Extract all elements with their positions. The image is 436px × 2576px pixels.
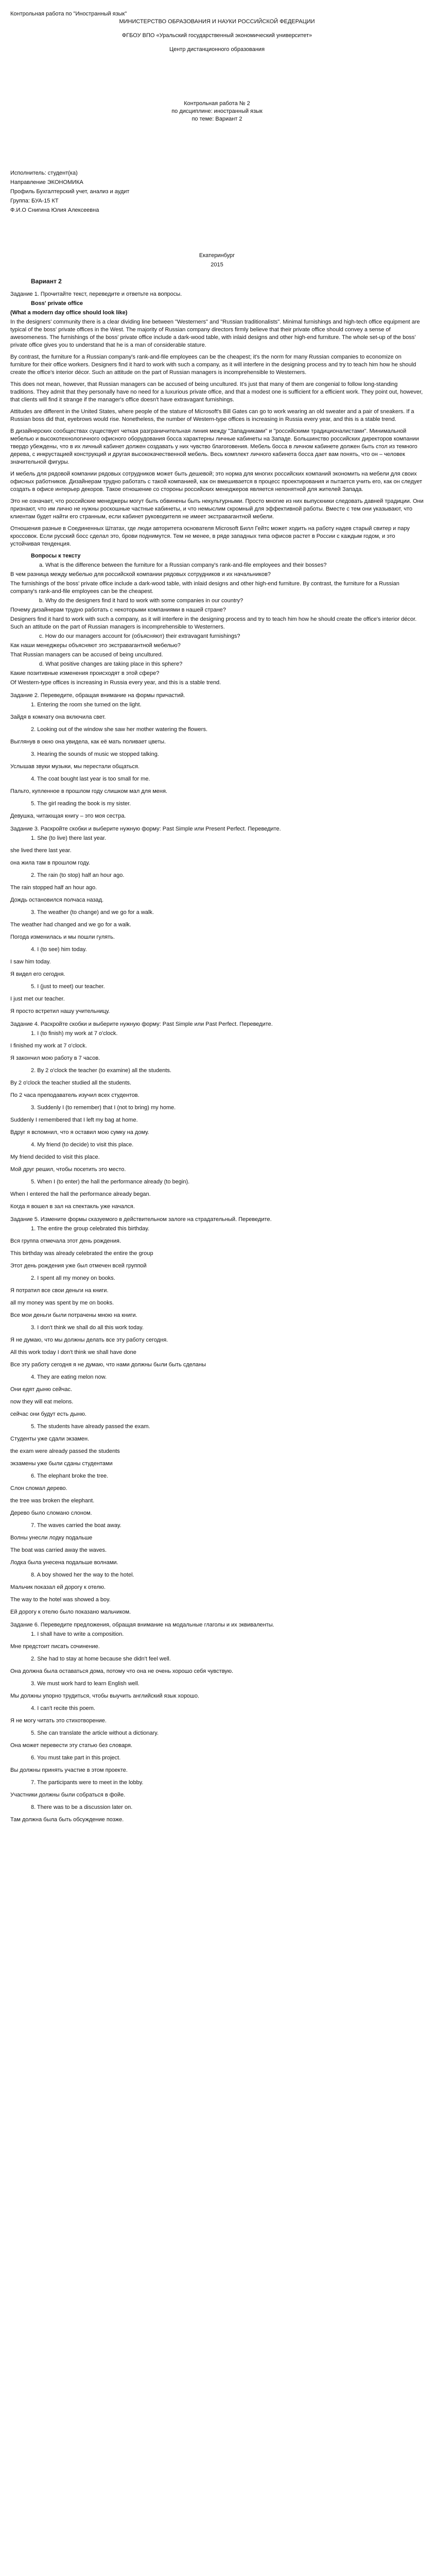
- author-block: [10, 170, 424, 214]
- task4-lines: [10, 1030, 424, 1211]
- text-paragraph: И мебель для рядовой компании рядовых сотрудников может быть дешевой; это норма для многих российских компаний экономить на мебели для своих офисных работников. Дизайнерам трудно работать с такой компанией, как он вмешивается в процесс проектирования и пытается учить его, как он следует создать в офисе интерьер декоров. Такое отношение со стороны российских менеджеров является непонятной для жителей Запада.: [10, 471, 423, 493]
- text-paragraph: By contrast, the furniture for a Russian company's rank-and-file employees can be the cheapest; it's the norm for many Russian companies to economize on furniture for their office workers. Designers find it hard to work with such a company, as it will interfere in the designing process and try to teach him how he should create the office's interior décor. Such an attitude on the part of Russian managers is incomprehensible to Westerners.: [10, 354, 416, 376]
- document-title: Контрольная работа по "Иностранный язык": [10, 11, 127, 17]
- exercise-line: 4. I can't recite this poem.: [31, 1705, 95, 1711]
- exercise-line: 8. There was to be a discussion later on.: [31, 1804, 133, 1810]
- exercise-line: 4. I (to see) him today.: [31, 946, 87, 953]
- question-line: b. Why do the designers find it hard to work with some companies in our country?: [39, 598, 243, 604]
- task5-lines: [10, 1225, 424, 1616]
- exercise-line: Я просто встретил нашу учительницу.: [10, 1008, 110, 1014]
- text-paragraph: In the designers' community there is a clear dividing line between "Westerners" and "Russian traditionalists". Minimal furnishings and high-tech office equipment are typical of the boss' private offices in the West. The majority of Russian company directors firmly believe that their private office should convey a sense of awesomeness. The furnishings of the boss' private office include a dark-wood table, with inlaid designs and other high-end furniture. The whole set-up of the boss' private office gives you to understand that he is a man of considerable stature.: [10, 319, 420, 348]
- exercise-line: Ей дорогу к отелю было показано мальчиком.: [10, 1609, 131, 1615]
- question-line: Как наши менеджеры объясняют это экстравагантной мебелью?: [10, 642, 181, 649]
- discipline-line: по дисциплине: иностранный язык: [171, 108, 263, 114]
- exercise-line: When I entered the hall the performance already began.: [10, 1191, 151, 1197]
- question-line: Of Western-type offices is increasing in Russia every year, and this is a stable trend.: [10, 680, 221, 686]
- ministry-line: МИНИСТЕРСТВО ОБРАЗОВАНИЯ И НАУКИ РОССИЙСКОЙ ФЕДЕРАЦИИ: [119, 19, 315, 25]
- exercise-line: Вдруг я вспомнил, что я оставил мою сумку на дому.: [10, 1129, 149, 1136]
- exercise-line: Когда я вошел в зал на спектакль уже начался.: [10, 1204, 135, 1210]
- exercise-line: По 2 часа преподаватель изучил всех студентов.: [10, 1092, 139, 1098]
- exercise-line: Услышав звуки музыки, мы перестали общаться.: [10, 764, 139, 770]
- question-line: That Russian managers can be accused of being uncultured.: [10, 652, 163, 658]
- exercise-line: она жила там в прошлом году.: [10, 860, 90, 866]
- exercise-line: I just met our teacher.: [10, 996, 65, 1002]
- topic-line: по теме: Вариант 2: [191, 116, 242, 122]
- question-line: The furnishings of the boss' private office include a dark-wood table, with inlaid designs and other high-end furniture. By contrast, the furniture for a Russian company's rank-and-file employees can be the cheapest.: [10, 581, 399, 595]
- exercise-line: Слон сломал дерево.: [10, 1485, 67, 1492]
- exercise-line: Пальто, купленное в прошлом году слишком мал для меня.: [10, 788, 167, 794]
- exercise-line: 5. She can translate the article without a dictionary.: [31, 1730, 159, 1736]
- exercise-line: 2. By 2 o'clock the teacher (to examine) all the students.: [31, 1067, 171, 1074]
- exercise-line: The weather had changed and we go for a walk.: [10, 922, 131, 928]
- exercise-line: 2. She had to stay at home because she didn't feel well.: [31, 1656, 171, 1662]
- place-block: [10, 252, 424, 269]
- questions-title: Вопросы к тексту: [31, 553, 81, 559]
- exercise-line: Она должна была оставаться дома, потому что она не очень хорошо себя чувствую.: [10, 1668, 234, 1674]
- text-paragraph: This does not mean, however, that Russian managers can be accused of being uncultured. It's just that many of them are congenial to follow long-standing traditions. They admit that they personally have no need for a luxurious private office, and that a modest one is sufficient for a efficient work. They point out, however, that clients will find it strange if the manager's office doesn't have extravagant furnishings.: [10, 381, 423, 403]
- task6-lines: [10, 1631, 424, 1824]
- exercise-line: 8. A boy showed her the way to the hotel.: [31, 1572, 134, 1578]
- exercise-line: Все мои деньги были потрачены мною на книги.: [10, 1312, 137, 1318]
- exercise-line: Волны унесли лодку подальше: [10, 1535, 93, 1541]
- exercise-line: сейчас они будут есть дыню.: [10, 1411, 86, 1417]
- exercise-line: Мой друг решил, чтобы посетить это место.: [10, 1166, 126, 1173]
- exercise-line: Лодка была унесена подальше волнами.: [10, 1560, 118, 1566]
- exercise-line: Я не думаю, что мы должны делать все эту работу сегодня.: [10, 1337, 168, 1343]
- exercise-line: 1. I shall have to write a composition.: [31, 1631, 124, 1637]
- task1-intro: Задание 1. Прочитайте текст, переведите и ответьте на вопросы.: [10, 291, 182, 297]
- exercise-line: 5. The students have already passed the exam.: [31, 1423, 150, 1430]
- exercise-line: Мне предстоит писать сочинение.: [10, 1643, 100, 1650]
- task5-section: [10, 1216, 424, 1616]
- exercise-line: 2. The rain (to stop) half an hour ago.: [31, 872, 125, 878]
- text-paragraph: Отношения разные в Соединенных Штатах, где люди авторитета основателя Microsoft Билл Гейтс может ходить на работу надев старый свитер и пару кроссовок. Если русский босс сделал это, брови поднимутся. Тем не менее, в ряде западных типа офисов растет в России с каждым годом, и это устойчивая тенденция.: [10, 526, 410, 547]
- task5-intro: Задание 5. Измените формы сказуемого в действительном залоге на страдательный. Переведите.: [10, 1216, 272, 1223]
- exercise-line: Они едят дыню сейчас.: [10, 1386, 73, 1393]
- exercise-line: Мы должны упорно трудиться, чтобы выучить английский язык хорошо.: [10, 1693, 200, 1699]
- work-title: Контрольная работа № 2: [184, 100, 250, 107]
- task3-section: [10, 825, 424, 1015]
- exercise-line: I finished my work at 7 o'clock.: [10, 1043, 87, 1049]
- exercise-line: all my money was spent by me on books.: [10, 1300, 114, 1306]
- question-line: d. What positive changes are taking place in this sphere?: [39, 661, 183, 667]
- exercise-line: Этот день рождения уже был отмечен всей группой: [10, 1263, 147, 1269]
- task1-section: [10, 291, 424, 687]
- task1-paragraphs: [10, 318, 424, 548]
- exercise-line: Девушка, читающая книгу – это моя сестра.: [10, 813, 126, 819]
- text-title: Boss' private office: [31, 300, 83, 307]
- exercise-line: Погода изменилась и мы пошли гулять.: [10, 934, 115, 940]
- exercise-line: 7. The waves carried the boat away.: [31, 1522, 121, 1529]
- exercise-line: All this work today I don't think we shall have done: [10, 1349, 136, 1355]
- task3-intro: Задание 3. Раскройте скобки и выберите нужную форму: Past Simple или Present Perfect. Переведите.: [10, 826, 281, 832]
- exercise-line: Дерево было сломано слоном.: [10, 1510, 92, 1516]
- exercise-line: now they will eat melons.: [10, 1399, 74, 1405]
- exercise-line: 1. Entering the room she turned on the light.: [31, 702, 142, 708]
- exercise-line: 3. Suddenly I (to remember) that I (not to bring) my home.: [31, 1105, 176, 1111]
- task2-section: [10, 692, 424, 820]
- exercise-line: 5. I (just to meet) our teacher.: [31, 984, 105, 990]
- exercise-line: Там должна была быть обсуждение позже.: [10, 1817, 124, 1823]
- exercise-line: 3. The weather (to change) and we go for a walk.: [31, 909, 154, 916]
- question-line: Designers find it hard to work with such a company, as it will interfere in the designing process and try to teach him how he should create the office's interior décor. Such an attitude on the part of Russian managers is incomprehensible to Westerners.: [10, 616, 417, 630]
- question-line: Почему дизайнерам трудно работать с некоторыми компаниями в нашей стране?: [10, 607, 226, 613]
- task4-section: [10, 1021, 424, 1211]
- exercise-line: 3. We must work hard to learn English well.: [31, 1681, 139, 1687]
- text-paragraph: Это не означает, что российские менеджеры могут быть обвинены быть некультурными. Просто многие из них выпускники следовать давней традиции. Они признают, что им лично не нужны роскошные частные кабинеты, и что немыслим скромный для эффективной работы. Вместе с тем они указывают, что клиентам будет найти его странным, если кабинет руководителя не имеет экстравагантной мебели.: [10, 498, 424, 520]
- exercise-line: Мальчик показал ей дорогу к отелю.: [10, 1584, 106, 1590]
- exercise-line: 2. Looking out of the window she saw her mother watering the flowers.: [31, 726, 208, 733]
- task6-intro: Задание 6. Переведите предложения, обращая внимание на модальные глаголы и их эквиваленты.: [10, 1622, 274, 1628]
- question-line: c. How do our managers account for (объясняют) their extravagant furnishings?: [39, 633, 240, 639]
- exercise-line: 5. When I (to enter) the hall the performance already (to begin).: [31, 1179, 190, 1185]
- exercise-line: the tree was broken the elephant.: [10, 1498, 95, 1504]
- exercise-line: Я не могу читать это стихотворение.: [10, 1718, 107, 1724]
- exercise-line: The rain stopped half an hour ago.: [10, 885, 97, 891]
- exercise-line: My friend decided to visit this place.: [10, 1154, 100, 1160]
- exercise-line: This birthday was already celebrated the entire the group: [10, 1250, 153, 1257]
- question-line: В чем разница между мебелью для российской компании рядовых сотрудников и их начальников?: [10, 571, 271, 578]
- exercise-line: Я потратил все свои деньги на книги.: [10, 1287, 109, 1294]
- exercise-line: Участники должны были собраться в фойе.: [10, 1792, 126, 1798]
- exercise-line: 3. I don't think we shall do all this work today.: [31, 1325, 144, 1331]
- document-header: [10, 10, 424, 123]
- exercise-line: Я закончил мою работу в 7 часов.: [10, 1055, 100, 1061]
- exercise-line: Вы должны принять участие в этом проекте.: [10, 1767, 128, 1773]
- university-line: ФГБОУ ВПО «Уральский государственный экономический университет»: [121, 32, 312, 39]
- exercise-line: Дождь остановился полчаса назад.: [10, 897, 104, 903]
- exercise-line: Зайдя в комнату она включила свет.: [10, 714, 106, 720]
- text-subtitle: (What a modern day office should look like): [10, 310, 128, 316]
- exercise-line: 5. The girl reading the book is my sister.: [31, 801, 131, 807]
- text-paragraph: В дизайнерских сообществах существует четкая разграничительная линия между "Западниками" и "российскими традиционалистами". Минимальной мебелью и высокотехнологичного офисного оборудования босса характерны личные кабинеты на Западе. Большинство российских директоров компании твердо убеждены, что в их личный кабинет должен создавать у них чувство благоговения. Мебель босса в личном кабинете должен быть стол из темного дерева, с инкрустацией конструкций и другая высококачественной мебель. Весь комплект личного кабинета босса дает вам понять, что он – человек значительной фигуры.: [10, 428, 419, 465]
- task4-intro: Задание 4. Раскройте скобки и выберите нужную форму: Past Simple или Past Perfect. Переведите.: [10, 1021, 273, 1027]
- task2-lines: [10, 701, 424, 820]
- exercise-line: Я видел его сегодня.: [10, 971, 65, 977]
- exercise-line: Вся группа отмечала этот день рождения.: [10, 1238, 121, 1244]
- direction-line: Направление ЭКОНОМИКА: [10, 179, 83, 185]
- exercise-line: Все эту работу сегодня я не думаю, что нами должны были быть сделаны: [10, 1362, 206, 1368]
- exercise-line: 4. The coat bought last year is too small for me.: [31, 776, 150, 782]
- profile-line: Профиль Бухгалтерский учет, анализ и аудит: [10, 189, 130, 195]
- task1-questions: [10, 562, 424, 687]
- task3-lines: [10, 835, 424, 1015]
- exercise-line: 6. You must take part in this project.: [31, 1755, 121, 1761]
- exercise-line: 4. They are eating melon now.: [31, 1374, 107, 1380]
- year-line: 2015: [211, 262, 223, 268]
- question-line: a. What is the difference between the furniture for a Russian company's rank-and-file employees and their bosses?: [39, 562, 327, 568]
- task6-section: [10, 1621, 424, 1824]
- performer-line: Исполнитель: студент(ка): [10, 170, 78, 176]
- exercise-line: 2. I spent all my money on books.: [31, 1275, 115, 1281]
- exercise-line: 3. Hearing the sounds of music we stopped talking.: [31, 751, 159, 757]
- name-line: Ф.И.О Снигина Юлия Алексеевна: [10, 207, 99, 213]
- center-line: Центр дистанционного образования: [169, 46, 265, 53]
- question-line: Какие позитивные изменения происходят в этой сфере?: [10, 670, 160, 676]
- exercise-line: she lived there last year.: [10, 848, 72, 854]
- exercise-line: Выглянув в окно она увидела, как её мать поливает цветы.: [10, 739, 166, 745]
- exercise-line: Студенты уже сдали экзамен.: [10, 1436, 90, 1442]
- variant-heading: Вариант 2: [31, 278, 62, 285]
- exercise-line: The boat was carried away the waves.: [10, 1547, 107, 1553]
- exercise-line: 6. The elephant broke the tree.: [31, 1473, 109, 1479]
- exercise-line: Она может перевести эту статью без словаря.: [10, 1742, 133, 1749]
- city-line: Екатеринбург: [199, 252, 235, 259]
- exercise-line: 4. My friend (to decide) to visit this place.: [31, 1142, 134, 1148]
- task2-intro: Задание 2. Переведите, обращая внимание на формы причастий.: [10, 692, 185, 699]
- exercise-line: 7. The participants were to meet in the lobby.: [31, 1780, 144, 1786]
- exercise-line: By 2 o'clock the teacher studied all the students.: [10, 1080, 132, 1086]
- exercise-line: Suddenly I remembered that I left my bag at home.: [10, 1117, 138, 1123]
- text-paragraph: Attitudes are different in the United States, where people of the stature of Microsoft's Bill Gates can go to work wearing an old sweater and a pair of sneakers. If a Russian boss did that, eyebrows would rise. Nonetheless, the number of Western-type offices is increasing in Russia every year, and this is a stable trend.: [10, 409, 414, 422]
- exercise-line: The way to the hotel was showed a boy.: [10, 1597, 111, 1603]
- exercise-line: 1. I (to finish) my work at 7 o'clock.: [31, 1030, 118, 1037]
- group-line: Группа: БУА-15 КТ: [10, 198, 59, 204]
- exercise-line: 1. She (to live) there last year.: [31, 835, 107, 841]
- exercise-line: 1. The entire the group celebrated this birthday.: [31, 1226, 150, 1232]
- exercise-line: экзамены уже были сданы студентами: [10, 1461, 113, 1467]
- exercise-line: the exam were already passed the students: [10, 1448, 120, 1454]
- exercise-line: I saw him today.: [10, 959, 51, 965]
